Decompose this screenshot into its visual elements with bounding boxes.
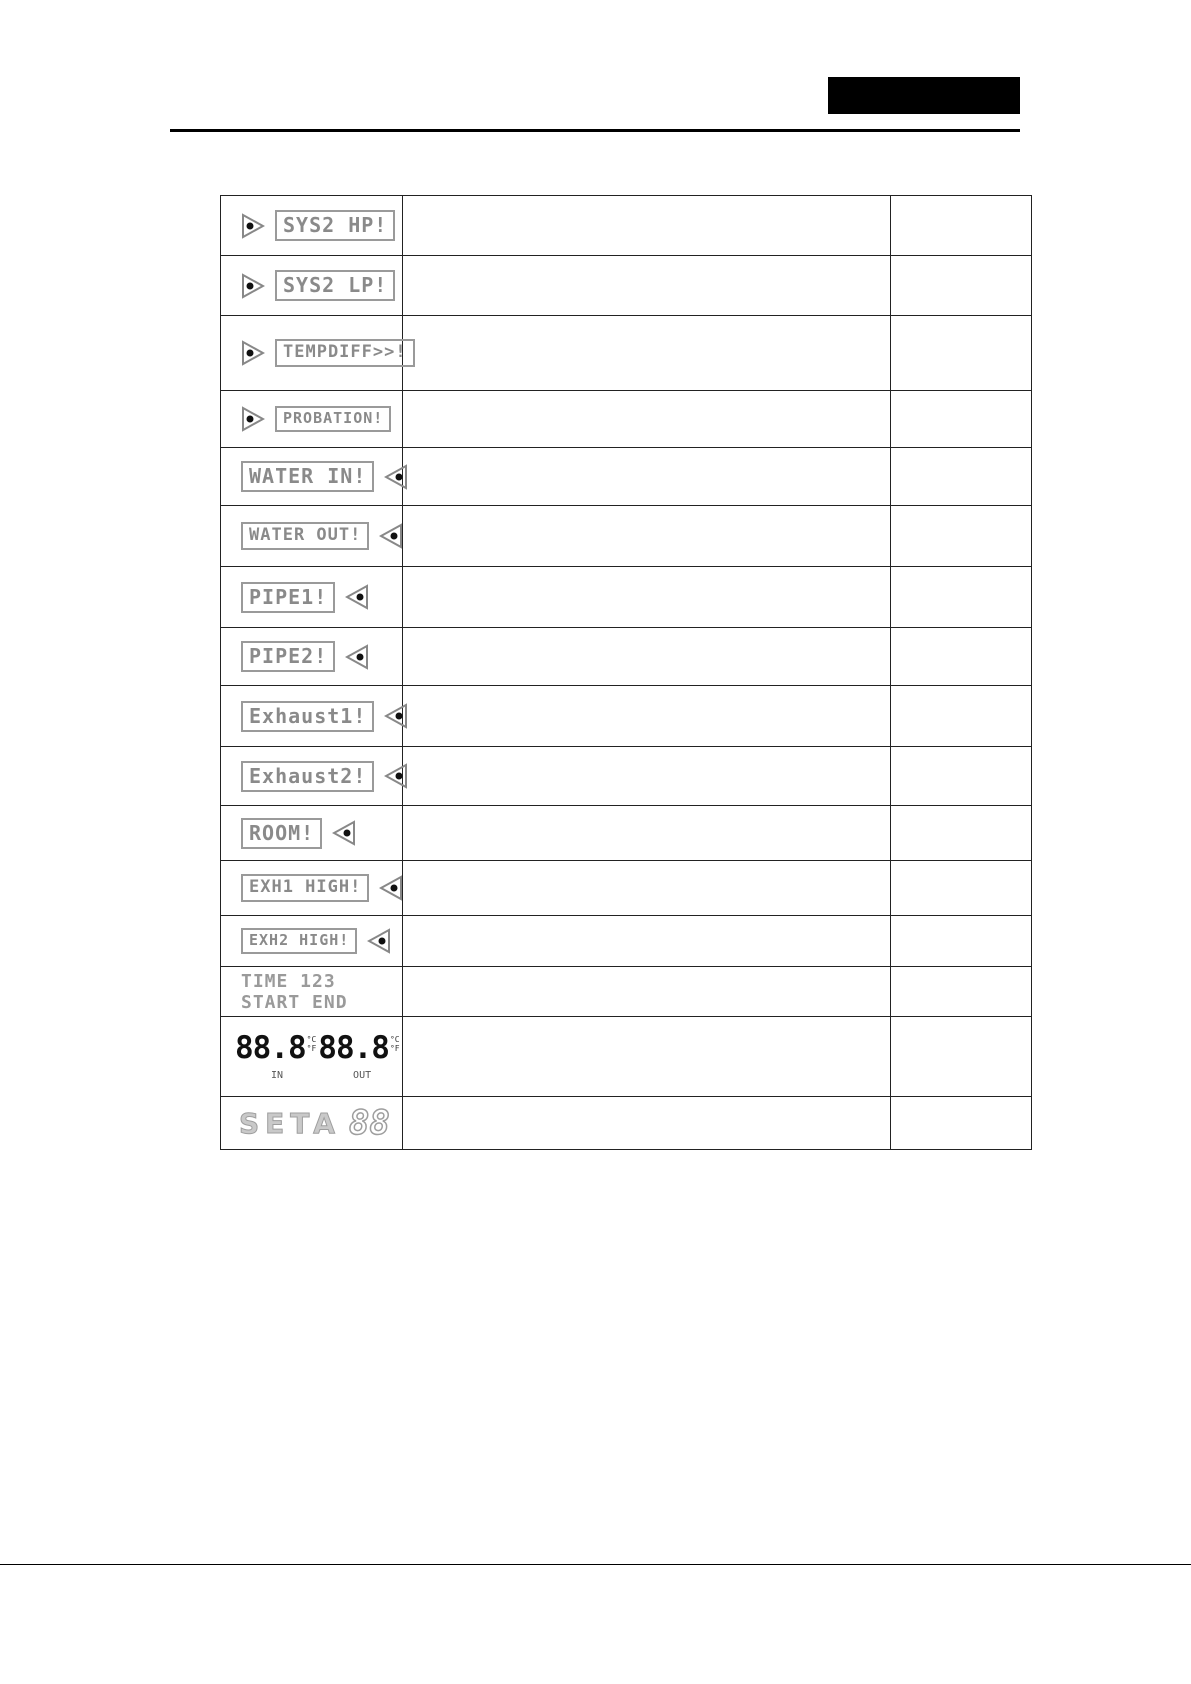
out-temp-units [390,1035,400,1053]
symbol-indicator [221,701,402,732]
seta-display [221,1103,402,1143]
symbol-indicator [221,761,402,792]
lcd-label: PROBATION! [275,406,391,431]
description-cell [403,196,891,256]
symbol-cell [221,686,403,747]
code-cell [891,567,1032,628]
description-cell [403,391,891,448]
symbol-indicator [221,582,402,613]
symbol-indicator [221,210,402,241]
table-row [221,916,1032,967]
symbol-cell [221,806,403,861]
arrow-left-indicator-icon [332,820,358,846]
code-cell [891,747,1032,806]
lcd-label: PIPE1! [241,582,335,613]
code-cell [891,916,1032,967]
symbol-indicator [221,818,402,849]
symbol-indicator [221,406,402,432]
in-temp-digits: 88.8 [235,1029,306,1066]
symbol-cell [221,448,403,506]
table-row [221,806,1032,861]
in-label: IN [271,1069,284,1081]
arrow-right-indicator-icon [239,213,265,239]
lcd-label: WATER IN! [241,461,374,492]
symbol-cell [221,316,407,391]
code-cell [891,967,1032,1017]
table-row [221,256,1032,316]
symbol-cell [221,967,403,1017]
description-cell [403,806,891,861]
description-cell [403,747,891,806]
description-cell [403,628,891,686]
table-row [221,448,1032,506]
code-cell [891,448,1032,506]
lcd-label: TEMPDIFF>>! [275,339,415,367]
lcd-label: SYS2 HP! [275,210,395,241]
display-symbols-table [220,195,1032,1150]
description-cell [403,506,891,567]
arrow-left-indicator-icon [384,763,410,789]
description-cell [403,861,891,916]
unit-celsius: °C [306,1034,317,1044]
table-row [221,1097,1032,1150]
code-cell [891,391,1032,448]
header-black-block [828,77,1020,114]
lcd-label: Exhaust1! [241,701,374,732]
arrow-left-indicator-icon [384,703,410,729]
table-row [221,861,1032,916]
symbol-cell [221,916,403,967]
description-cell [403,567,891,628]
lcd-label: EXH1 HIGH! [241,874,369,902]
out-label: OUT [353,1069,372,1081]
symbol-indicator [221,339,407,367]
temperature-display [221,1029,402,1081]
table-row [221,391,1032,448]
unit-fahrenheit: °F [306,1043,317,1053]
code-cell [891,256,1032,316]
table-row [221,686,1032,747]
table-row [221,506,1032,567]
symbol-cell [221,196,403,256]
description-cell [403,1017,891,1097]
symbol-cell [221,1017,403,1097]
symbol-cell [221,628,403,686]
symbol-cell [221,747,403,806]
time-segment-label: TIME 123 START END [241,970,348,1013]
code-cell [891,1017,1032,1097]
code-cell [891,806,1032,861]
arrow-right-indicator-icon [239,406,265,432]
lcd-label: WATER OUT! [241,522,369,550]
description-cell [403,916,891,967]
table-row [221,967,1032,1017]
description-cell [403,316,891,391]
code-cell [891,316,1032,391]
arrow-left-indicator-icon [345,644,371,670]
lcd-label: SYS2 LP! [275,270,395,301]
in-temp-units [307,1035,317,1053]
table-row [221,1017,1032,1097]
code-cell [891,506,1032,567]
code-cell [891,686,1032,747]
description-cell [403,967,891,1017]
table-row [221,316,1032,391]
unit-fahrenheit: °F [389,1043,400,1053]
lcd-label: Exhaust2! [241,761,374,792]
table-row [221,196,1032,256]
footer-rule [0,1564,1191,1565]
code-cell [891,1097,1032,1150]
symbol-cell [221,506,403,567]
symbol-indicator [221,928,402,954]
symbol-indicator [221,270,402,301]
table-row [221,567,1032,628]
arrow-left-indicator-icon [379,875,405,901]
symbol-indicator [221,641,402,672]
table-row [221,747,1032,806]
code-cell [891,861,1032,916]
symbol-indicator [221,874,402,902]
arrow-right-indicator-icon [239,273,265,299]
unit-celsius: °C [389,1034,400,1044]
symbol-cell [221,861,403,916]
description-cell [403,448,891,506]
symbol-cell [221,567,403,628]
arrow-right-indicator-icon [239,340,265,366]
table-row [221,628,1032,686]
symbol-cell [221,391,403,448]
lcd-label: PIPE2! [241,641,335,672]
code-cell [891,628,1032,686]
symbol-indicator [221,522,402,550]
header-rule [170,129,1020,132]
arrow-left-indicator-icon [384,464,410,490]
out-temp-digits: 88.8 [318,1029,389,1066]
symbol-cell [221,256,403,316]
symbol-indicator [221,461,402,492]
description-cell [403,686,891,747]
lcd-label: ROOM! [241,818,322,849]
lcd-label: EXH2 HIGH! [241,928,357,953]
description-cell [403,1097,891,1150]
seta-digits: 88 [348,1103,390,1143]
arrow-left-indicator-icon [379,523,405,549]
arrow-left-indicator-icon [367,928,393,954]
arrow-left-indicator-icon [345,584,371,610]
description-cell [403,256,891,316]
symbol-cell [221,1097,403,1150]
code-cell [891,196,1032,256]
seta-label: SETA [239,1106,341,1140]
